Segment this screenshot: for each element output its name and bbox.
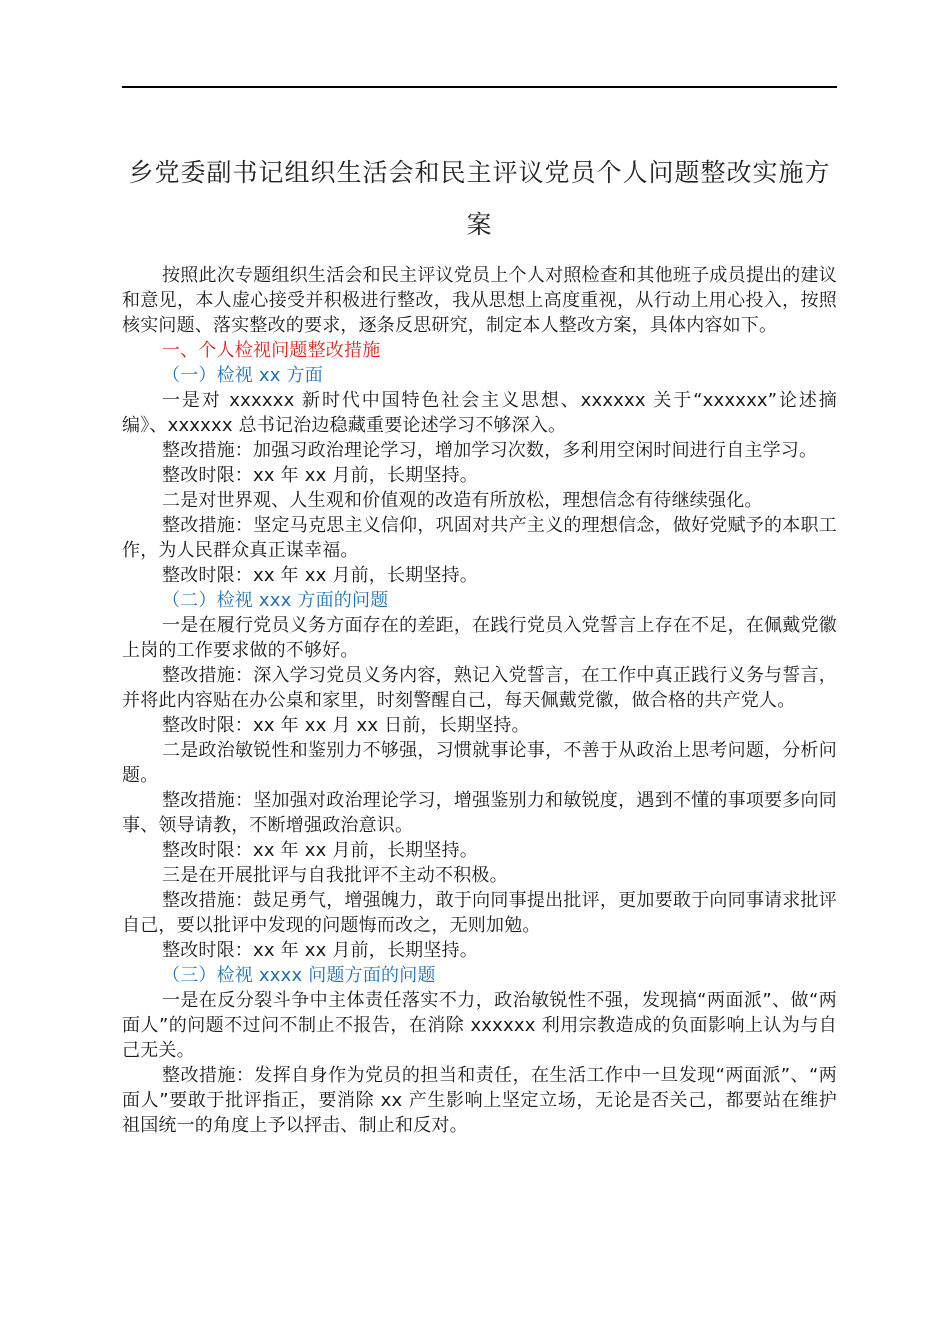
paragraph: 整改时限：xx 年 xx 月 xx 日前，长期坚持。 (162, 715, 530, 736)
paragraph: 整改时限：xx 年 xx 月前，长期坚持。 (162, 840, 478, 861)
paragraph: 二是对世界观、人生观和价值观的改造有所放松，理想信念有待继续强化。 (162, 490, 763, 511)
paragraph: 整改时限：xx 年 xx 月前，长期坚持。 (162, 465, 478, 486)
paragraph: 整改措施：坚定马克思主义信仰，巩固对共产主义的理想信念，做好党赋予的本职工作，为人民群众真正谋幸福。 (122, 515, 837, 561)
paragraph: 二是政治敏锐性和鉴别力不够强，习惯就事论事，不善于从政治上思考问题，分析问题。 (122, 740, 837, 786)
section-heading: 一、个人检视问题整改措施 (162, 340, 381, 361)
paragraph: 一是在履行党员义务方面存在的差距，在践行党员入党誓言上存在不足，在佩戴党徽上岗的工作要求做的不够好。 (122, 615, 837, 661)
subsection-heading-1: （一）检视 xx 方面 (162, 365, 323, 386)
paragraph: 整改时限：xx 年 xx 月前，长期坚持。 (162, 940, 478, 961)
paragraph: 整改措施：发挥自身作为党员的担当和责任，在生活工作中一旦发现“两面派”、“两面人”要敢于批评指正，要消除 xx 产生影响上坚定立场，无论是否关己，都要站在维护祖国统一的角度上予以抨击、制止和反对。 (122, 1065, 837, 1136)
intro-paragraph: 按照此次专题组织生活会和民主评议党员上个人对照检查和其他班子成员提出的建议和意见，本人虚心接受并积极进行整改，我从思想上高度重视，从行动上用心投入，按照核实问题、落实整改的要求，逐条反思研究，制定本人整改方案，具体内容如下。 (122, 265, 837, 336)
paragraph: 整改措施：鼓足勇气，增强魄力，敢于向同事提出批评，更加要敢于向同事请求批评自己，要以批评中发现的问题悔而改之，无则加勉。 (122, 890, 837, 936)
paragraph: 整改措施：深入学习党员义务内容，熟记入党誓言，在工作中真正践行义务与誓言，并将此内容贴在办公桌和家里，时刻警醒自己，每天佩戴党徽，做合格的共产党人。 (122, 665, 837, 711)
paragraph: 整改措施：加强习政治理论学习，增加学习次数，多利用空闲时间进行自主学习。 (162, 440, 818, 461)
paragraph: 整改措施：坚加强对政治理论学习，增强鉴别力和敏锐度，遇到不懂的事项要多向同事、领导请教，不断增强政治意识。 (122, 790, 837, 836)
paragraph: 一是在反分裂斗争中主体责任落实不力，政治敏锐性不强，发现搞“两面派”、做“两面人”的问题不过问不制止不报告，在消除 xxxxxx 利用宗教造成的负面影响上认为与自己无关。 (122, 990, 837, 1061)
subsection-heading-3: （三）检视 xxxx 问题方面的问题 (162, 965, 436, 986)
document-title: 乡党委副书记组织生活会和民主评议党员个人问题整改实施方案 (128, 158, 831, 239)
header-rule (122, 86, 837, 88)
paragraph: 一是对 xxxxxx 新时代中国特色社会主义思想、xxxxxx 关于“xxxxxx”论述摘编》、xxxxxx 总书记治边稳藏重要论述学习不够深入。 (122, 390, 837, 436)
document-body (122, 263, 837, 1138)
paragraph: 整改时限：xx 年 xx 月前，长期坚持。 (162, 565, 478, 586)
subsection-heading-2: （二）检视 xxx 方面的问题 (162, 590, 389, 611)
paragraph: 三是在开展批评与自我批评不主动不积极。 (162, 865, 508, 886)
